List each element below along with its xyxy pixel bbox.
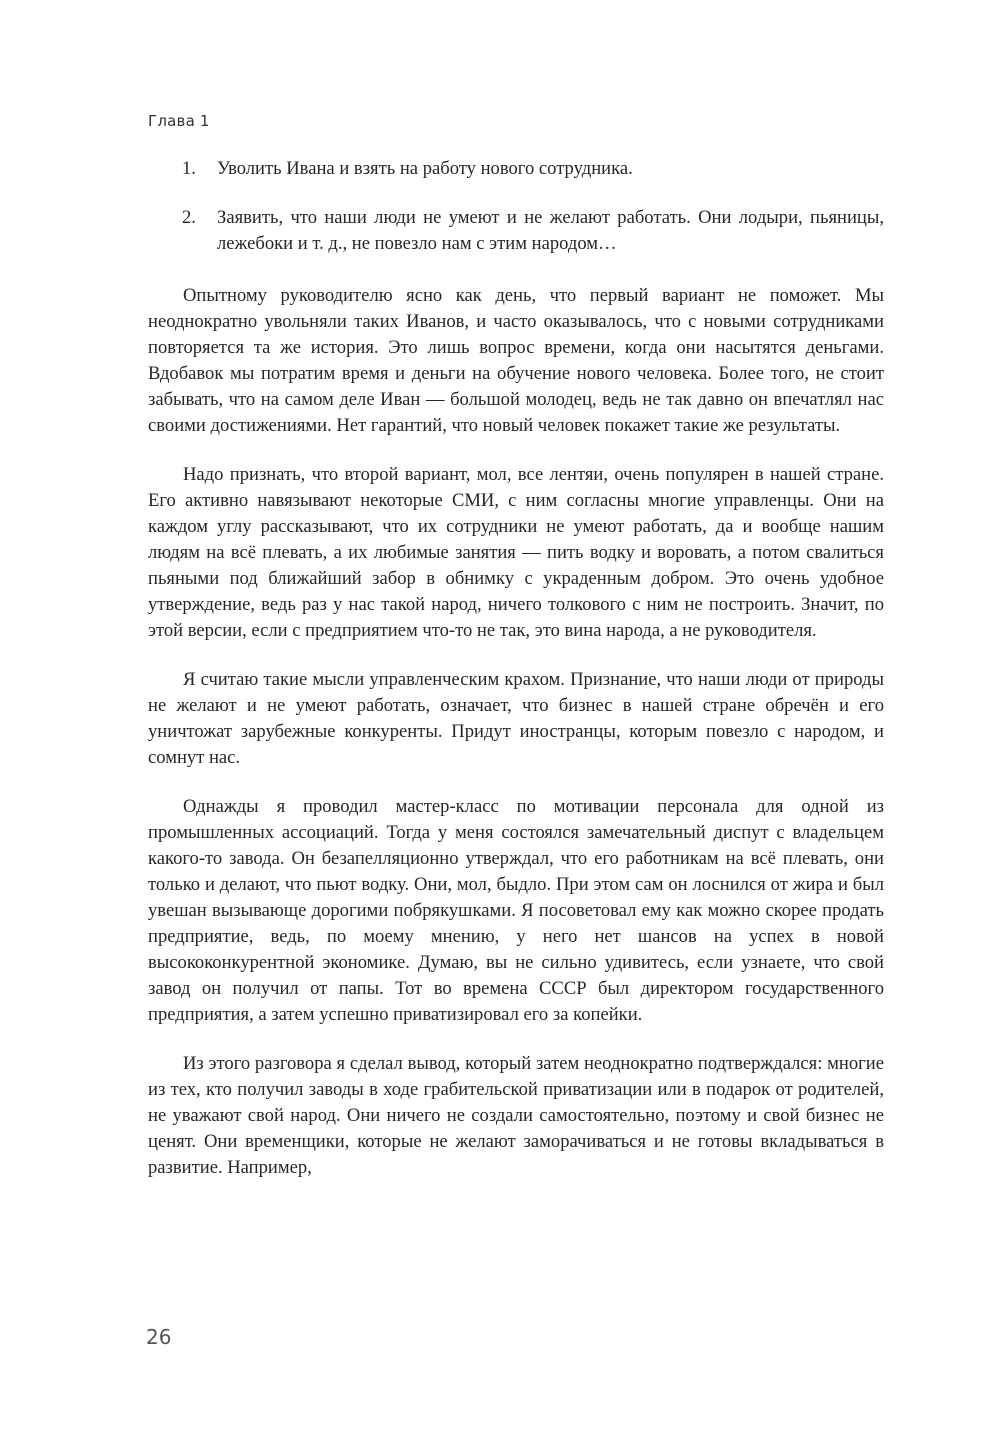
list-item — [182, 156, 884, 182]
body-text — [148, 156, 884, 1204]
paragraph: Опытному руководителю ясно как день, что первый вариант не поможет. Мы неоднократно увольняли таких Иванов, и часто оказывалось, что с новыми сотрудниками повторяется та же история. Это лишь вопрос времени, когда они насытятся деньгами. Вдобавок мы потратим время и деньги на обучение нового человека. Более того, не стоит забывать, что на самом деле Иван — большой молодец, ведь не так давно он впечатлял нас своими достижениями. Нет гарантий, что новый человек покажет такие же результаты. — [148, 285, 884, 436]
paragraph: Я считаю такие мысли управленческим крахом. Признание, что наши люди от природы не желают и не умеют работать, означает, что бизнес в нашей стране обречён и его уничтожат зарубежные конкуренты. Придут иностранцы, которым повезло с народом, и сомнут нас. — [148, 669, 884, 768]
list-item-number: 1. — [182, 158, 196, 179]
list-item-number: 2. — [182, 207, 196, 228]
paragraph: Из этого разговора я сделал вывод, который затем неоднократно подтверждался: многие из тех, кто получил заводы в ходе грабительской приватизации или в подарок от родителей, не уважают свой народ. Они ничего не создали самостоятельно, поэтому и свой бизнес не ценят. Они временщики, которые не желают заморачиваться и не готовы вкладываться в развитие. Например, — [148, 1053, 884, 1178]
page-number: 26 — [146, 1325, 172, 1349]
list-item-text: Заявить, что наши люди не умеют и не желают работать. Они лодыри, пьяницы, лежебоки и т. д., не повезло нам с этим народом… — [217, 207, 884, 254]
numbered-list — [148, 156, 884, 257]
paragraph: Надо признать, что второй вариант, мол, все лентяи, очень популярен в нашей стране. Его активно навязывают некоторые СМИ, с ним согласны многие управленцы. Они на каждом углу рассказывают, что их сотрудники не умеют работать, да и вообще нашим людям на всё плевать, а их любимые занятия — пить водку и воровать, а потом свалиться пьяными под ближайший забор в обнимку с украденным добром. Это очень удобное утверждение, ведь раз у нас такой народ, ничего толкового с ним не построить. Значит, по этой версии, если с предприятием что-то не так, это вина народа, а не руководителя. — [148, 464, 884, 641]
running-head: Глава 1 — [148, 112, 210, 130]
paragraph: Однажды я проводил мастер-класс по мотивации персонала для одной из промышленных ассоциаций. Тогда у меня состоялся замечательный диспут с владельцем какого-то завода. Он безапелляционно утверждал, что его работникам на всё плевать, они только и делают, что пьют водку. Они, мол, быдло. При этом сам он лоснился от жира и был увешан вызывающе дорогими побрякушками. Я посоветовал ему как можно скорее продать предприятие, ведь, по моему мнению, у него нет шансов на успех в новой высококонкурентной экономике. Думаю, вы не сильно удивитесь, если узнаете, что свой завод он получил от папы. Тот во времена СССР был директором государственного предприятия, а затем успешно приватизировал его за копейки. — [148, 796, 884, 1025]
list-item-text: Уволить Ивана и взять на работу нового сотрудника. — [217, 158, 633, 179]
list-item — [182, 205, 884, 257]
